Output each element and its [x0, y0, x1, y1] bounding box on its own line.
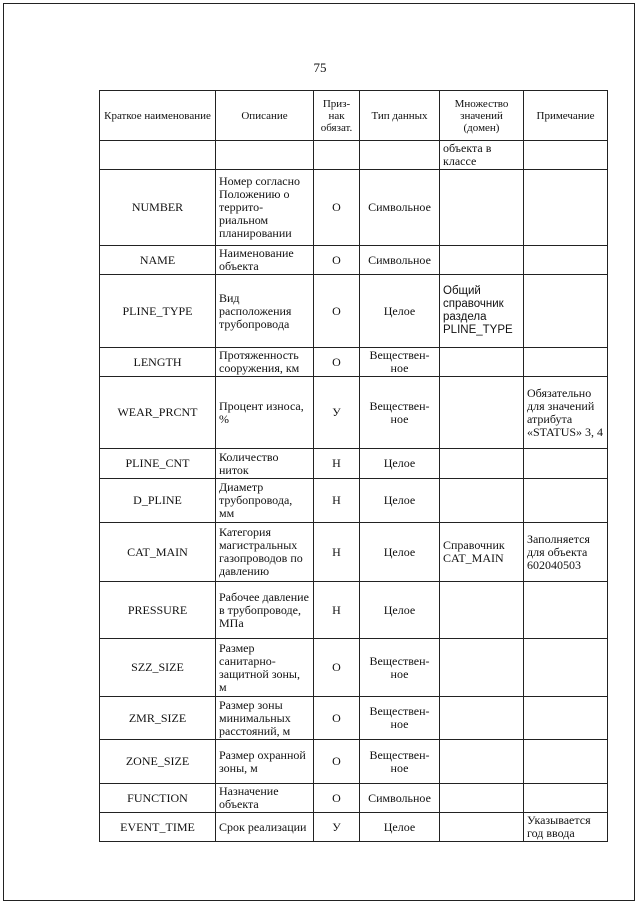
cell-name: ZONE_SIZE — [100, 740, 216, 784]
cell-description — [216, 141, 314, 170]
cell-description: Процент износа, % — [216, 377, 314, 449]
cell-type: Веществен-ное — [360, 697, 440, 740]
cell-type: Веществен-ное — [360, 740, 440, 784]
cell-flag: О — [314, 348, 360, 377]
cell-note — [524, 639, 608, 697]
cell-note — [524, 275, 608, 348]
cell-flag: О — [314, 697, 360, 740]
cell-note — [524, 170, 608, 246]
cell-description: Срок реализации — [216, 813, 314, 842]
cell-description: Вид расположения трубопровода — [216, 275, 314, 348]
page-number: 75 — [313, 60, 327, 75]
table-row — [100, 348, 608, 377]
header-required-flag: Приз-нак обязат. — [314, 91, 360, 141]
table-row — [100, 813, 608, 842]
table-row — [100, 784, 608, 813]
cell-name: PLINE_TYPE — [100, 275, 216, 348]
cell-type: Веществен-ное — [360, 348, 440, 377]
cell-note — [524, 582, 608, 639]
cell-type: Веществен-ное — [360, 377, 440, 449]
table-row — [100, 639, 608, 697]
table-row — [100, 246, 608, 275]
cell-domain — [440, 348, 524, 377]
header-row — [100, 91, 608, 141]
cell-type: Символьное — [360, 246, 440, 275]
table-row — [100, 697, 608, 740]
cell-flag: О — [314, 170, 360, 246]
cell-domain — [440, 479, 524, 523]
header-data-type: Тип данных — [360, 91, 440, 141]
cell-name: FUNCTION — [100, 784, 216, 813]
cell-flag: О — [314, 246, 360, 275]
cell-domain: Справочник CAT_MAIN — [440, 523, 524, 582]
cell-name: NAME — [100, 246, 216, 275]
cell-flag: О — [314, 784, 360, 813]
cell-type: Целое — [360, 813, 440, 842]
cell-flag: Н — [314, 523, 360, 582]
cell-description: Протяженность сооружения, км — [216, 348, 314, 377]
cell-note — [524, 246, 608, 275]
table-row — [100, 740, 608, 784]
cell-note — [524, 449, 608, 479]
cell-flag: Н — [314, 449, 360, 479]
cell-description: Размер зоны минимальных расстояний, м — [216, 697, 314, 740]
cell-note — [524, 479, 608, 523]
cell-note — [524, 141, 608, 170]
cell-domain — [440, 246, 524, 275]
cell-name: CAT_MAIN — [100, 523, 216, 582]
cell-flag: О — [314, 740, 360, 784]
cell-description: Размер санитарно-защитной зоны, м — [216, 639, 314, 697]
cell-description: Номер согласно Положению о террито-риальном планировании — [216, 170, 314, 246]
cell-domain — [440, 740, 524, 784]
cell-type: Целое — [360, 523, 440, 582]
cell-name: NUMBER — [100, 170, 216, 246]
cell-description: Назначение объекта — [216, 784, 314, 813]
cell-name: PRESSURE — [100, 582, 216, 639]
cell-type: Целое — [360, 582, 440, 639]
cell-domain — [440, 639, 524, 697]
cell-domain: объекта в классе — [440, 141, 524, 170]
cell-description: Диаметр трубопровода, мм — [216, 479, 314, 523]
cell-type: Целое — [360, 479, 440, 523]
cell-type: Символьное — [360, 784, 440, 813]
cell-domain — [440, 813, 524, 842]
cell-name: SZZ_SIZE — [100, 639, 216, 697]
cell-description: Категория магистральных газопроводов по давлению — [216, 523, 314, 582]
cell-description: Размер охранной зоны, м — [216, 740, 314, 784]
cell-type: Целое — [360, 449, 440, 479]
table-row — [100, 377, 608, 449]
cell-note — [524, 697, 608, 740]
cell-description: Количество ниток — [216, 449, 314, 479]
header-short-name: Краткое наименование — [100, 91, 216, 141]
table-row — [100, 275, 608, 348]
cell-note — [524, 740, 608, 784]
table-row — [100, 449, 608, 479]
cell-domain — [440, 170, 524, 246]
cell-note: Обязательно для значений атрибута «STATUS» 3, 4 — [524, 377, 608, 449]
cell-name — [100, 141, 216, 170]
cell-domain — [440, 377, 524, 449]
header-note: Примечание — [524, 91, 608, 141]
cell-type: Целое — [360, 275, 440, 348]
cell-flag: О — [314, 275, 360, 348]
header-value-domain: Множество значений (домен) — [440, 91, 524, 141]
cell-flag: У — [314, 377, 360, 449]
table-row — [100, 479, 608, 523]
table-row — [100, 141, 608, 170]
cell-domain — [440, 449, 524, 479]
table-row — [100, 582, 608, 639]
cell-name: EVENT_TIME — [100, 813, 216, 842]
cell-flag: Н — [314, 479, 360, 523]
cell-flag: Н — [314, 582, 360, 639]
cell-domain — [440, 582, 524, 639]
cell-description: Рабочее давление в трубопроводе, МПа — [216, 582, 314, 639]
cell-flag — [314, 141, 360, 170]
cell-note: Указывается год ввода — [524, 813, 608, 842]
cell-domain — [440, 784, 524, 813]
cell-domain: Общий справочник раздела PLINE_TYPE — [440, 275, 524, 348]
cell-domain — [440, 697, 524, 740]
cell-type: Символьное — [360, 170, 440, 246]
cell-flag: У — [314, 813, 360, 842]
cell-description: Наименование объекта — [216, 246, 314, 275]
header-description: Описание — [216, 91, 314, 141]
table-row — [100, 523, 608, 582]
cell-type: Веществен-ное — [360, 639, 440, 697]
attribute-table — [99, 90, 608, 842]
cell-note: Заполняется для объекта 602040503 — [524, 523, 608, 582]
cell-name: ZMR_SIZE — [100, 697, 216, 740]
cell-name: D_PLINE — [100, 479, 216, 523]
cell-name: PLINE_CNT — [100, 449, 216, 479]
cell-flag: О — [314, 639, 360, 697]
cell-name: WEAR_PRCNT — [100, 377, 216, 449]
cell-type — [360, 141, 440, 170]
cell-note — [524, 784, 608, 813]
table-row — [100, 170, 608, 246]
cell-note — [524, 348, 608, 377]
cell-name: LENGTH — [100, 348, 216, 377]
